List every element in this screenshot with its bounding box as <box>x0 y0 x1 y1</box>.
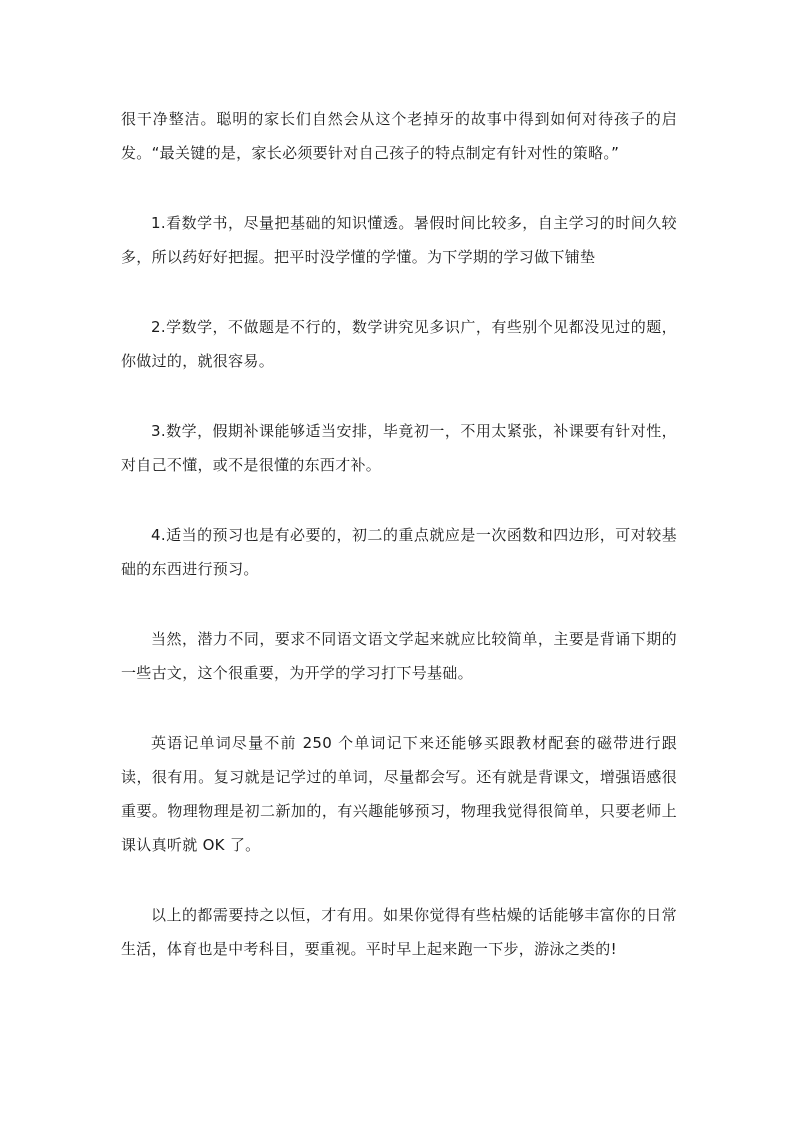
paragraph-chinese: 当然，潜力不同，要求不同语文语文学起来就应比较简单，主要是背诵下期的一些古文，这个很重要，为开学的学习打下号基础。 <box>121 630 677 682</box>
document-body <box>121 102 677 1002</box>
paragraph-tip-4: 4.适当的预习也是有必要的，初二的重点就应是一次函数和四边形，可对较基础的东西进行预习。 <box>121 526 677 578</box>
paragraph-tip-1: 1.看数学书，尽量把基础的知识懂透。暑假时间比较多，自主学习的时间久较多，所以药好好把握。把平时没学懂的学懂。为下学期的学习做下铺垫 <box>121 214 677 266</box>
paragraph-intro: 很干净整洁。聪明的家长们自然会从这个老掉牙的故事中得到如何对待孩子的启发。“最关键的是，家长必须要针对自己孩子的特点制定有针对性的策略。” <box>121 110 677 162</box>
paragraph-tip-3: 3.数学，假期补课能够适当安排，毕竟初一，不用太紧张，补课要有针对性，对自己不懂，或不是很懂的东西才补。 <box>121 422 677 474</box>
paragraph-english-physics: 英语记单词尽量不前 250 个单词记下来还能够买跟教材配套的磁带进行跟读，很有用。复习就是记学过的单词，尽量都会写。还有就是背课文，增强语感很重要。物理物理是初二新加的，有兴趣能够预习，物理我觉得很简单，只要老师上课认真听就 OK 了。 <box>121 734 677 854</box>
paragraph-conclusion: 以上的都需要持之以恒，才有用。如果你觉得有些枯燥的话能够丰富你的日常生活，体育也是中考科目，要重视。平时早上起来跑一下步，游泳之类的! <box>121 906 677 958</box>
paragraph-tip-2: 2.学数学，不做题是不行的，数学讲究见多识广，有些别个见都没见过的题，你做过的，就很容易。 <box>121 318 677 370</box>
